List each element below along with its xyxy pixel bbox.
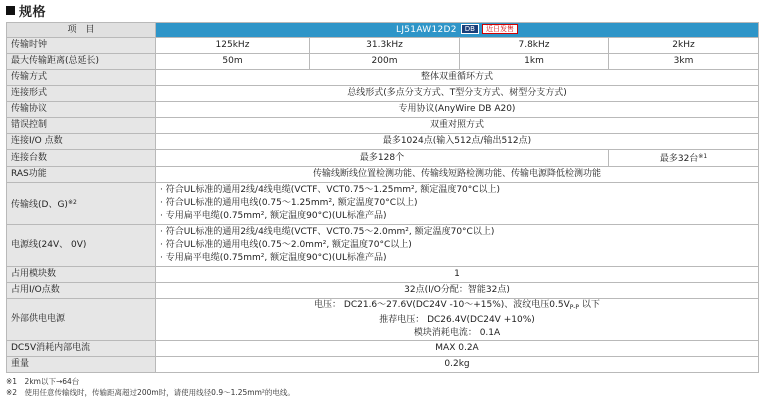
- cell-value: 32点(I/O分配：智能32点): [156, 283, 759, 299]
- new-release-badge: 近日发售: [482, 24, 518, 34]
- table-row: [7, 183, 759, 225]
- cell-value: 200m: [310, 54, 460, 70]
- model-header: [156, 23, 759, 38]
- row-label: 连接形式: [7, 86, 156, 102]
- row-label: 连接I/O 点数: [7, 134, 156, 150]
- cable-spec-line: · 符合UL标准的通用电线(0.75～1.25mm², 额定温度70°C以上): [160, 198, 418, 208]
- table-row: [7, 134, 759, 150]
- table-row: [7, 70, 759, 86]
- row-label: 传输时钟: [7, 38, 156, 54]
- cell-value: 0.2kg: [156, 357, 759, 373]
- cell-value: 专用协议(AnyWire DB A20): [156, 102, 759, 118]
- cell-value: 最多1024点(输入512点/输出512点): [156, 134, 759, 150]
- units-value-b: 最多32台: [659, 154, 699, 164]
- footnote-2: ※2 使用任意传输线时，传输距离超过200m时，请使用线径0.9～1.25mm²的电线。: [6, 388, 295, 397]
- table-row: [7, 86, 759, 102]
- cell-value: 50m: [156, 54, 310, 70]
- cable-spec-line: · 专用扁平电缆(0.75mm², 额定温度90°C)(UL标准产品): [160, 253, 387, 263]
- row-label: 占用模块数: [7, 267, 156, 283]
- table-row: [7, 167, 759, 183]
- row-label: 传输方式: [7, 70, 156, 86]
- row-label: DC5V消耗内部电流: [7, 341, 156, 357]
- cell-value: 31.3kHz: [310, 38, 460, 54]
- footnote-ref: ※1: [698, 153, 708, 160]
- table-row: [7, 225, 759, 267]
- voltage-text: 电压： DC21.6～27.6V(DC24V -10～+15%)、波纹电压0.5V: [314, 300, 570, 310]
- spec-table: [6, 22, 759, 373]
- trans-line-label: 传输线(D、G): [11, 199, 68, 210]
- item-header: 项 目: [7, 23, 156, 38]
- table-row: [7, 357, 759, 373]
- cell-value: 双重对照方式: [156, 118, 759, 134]
- cell-value: 125kHz: [156, 38, 310, 54]
- cable-spec-line: · 专用扁平电缆(0.75mm², 额定温度90°C)(UL标准产品): [160, 211, 387, 221]
- pp-subscript: P-P: [569, 304, 580, 311]
- cell-value: 1km: [460, 54, 609, 70]
- cell-value: 最多128个: [156, 150, 609, 167]
- cell-value: 1: [156, 267, 759, 283]
- cell-value: [609, 150, 759, 167]
- row-label: 传输协议: [7, 102, 156, 118]
- model-name: LJ51AW12D2: [396, 24, 457, 35]
- header-row: [7, 23, 759, 38]
- heading-text: 规格: [19, 5, 47, 20]
- table-row: [7, 341, 759, 357]
- table-row: [7, 150, 759, 167]
- table-row: [7, 54, 759, 70]
- power-spec-line: [160, 299, 754, 314]
- cell-value: 整体双重循环方式: [156, 70, 759, 86]
- row-label: [7, 183, 156, 225]
- power-spec-line: 推荐电压： DC26.4V(DC24V +10%): [379, 315, 535, 325]
- table-row: [7, 283, 759, 299]
- cell-value: [156, 225, 759, 267]
- table-row: [7, 299, 759, 341]
- footnote-1: ※1 2km以下→64台: [6, 377, 80, 386]
- table-row: [7, 38, 759, 54]
- footnote-ref: ※2: [67, 198, 77, 206]
- row-label: 外部供电电源: [7, 299, 156, 341]
- row-label: 重量: [7, 357, 156, 373]
- row-label: 连接台数: [7, 150, 156, 167]
- table-row: [7, 118, 759, 134]
- cable-spec-line: · 符合UL标准的通用2线/4线电缆(VCTF、VCT0.75～1.25mm², 额定温度70°C以上): [160, 185, 501, 195]
- cell-value: 7.8kHz: [460, 38, 609, 54]
- cell-value: 总线形式(多点分支方式、T型分支方式、树型分支方式): [156, 86, 759, 102]
- cable-spec-line: · 符合UL标准的通用2线/4线电缆(VCTF、VCT0.75～2.0mm², 额定温度70°C以上): [160, 227, 495, 237]
- row-label: 占用I/O点数: [7, 283, 156, 299]
- table-row: [7, 267, 759, 283]
- footnotes: [6, 376, 295, 398]
- row-label: 最大传输距离(总延长): [7, 54, 156, 70]
- section-heading: [6, 1, 46, 20]
- row-label: 电源线(24V、 0V): [7, 225, 156, 267]
- cell-value: 2kHz: [609, 38, 759, 54]
- row-label: RAS功能: [7, 167, 156, 183]
- power-spec-line: 模块消耗电流： 0.1A: [413, 328, 501, 338]
- cell-value: [156, 299, 759, 341]
- voltage-suffix: 以下: [579, 300, 600, 310]
- cable-spec-line: · 符合UL标准的通用电线(0.75～2.0mm², 额定温度70°C以上): [160, 240, 412, 250]
- cell-value: 传输线断线位置检测功能、传输线短路检测功能、传输电源降低检测功能: [156, 167, 759, 183]
- db-badge: DB: [461, 24, 479, 34]
- table-row: [7, 102, 759, 118]
- row-label: 错误控制: [7, 118, 156, 134]
- square-bullet-icon: [6, 6, 15, 15]
- cell-value: [156, 183, 759, 225]
- cell-value: MAX 0.2A: [156, 341, 759, 357]
- cell-value: 3km: [609, 54, 759, 70]
